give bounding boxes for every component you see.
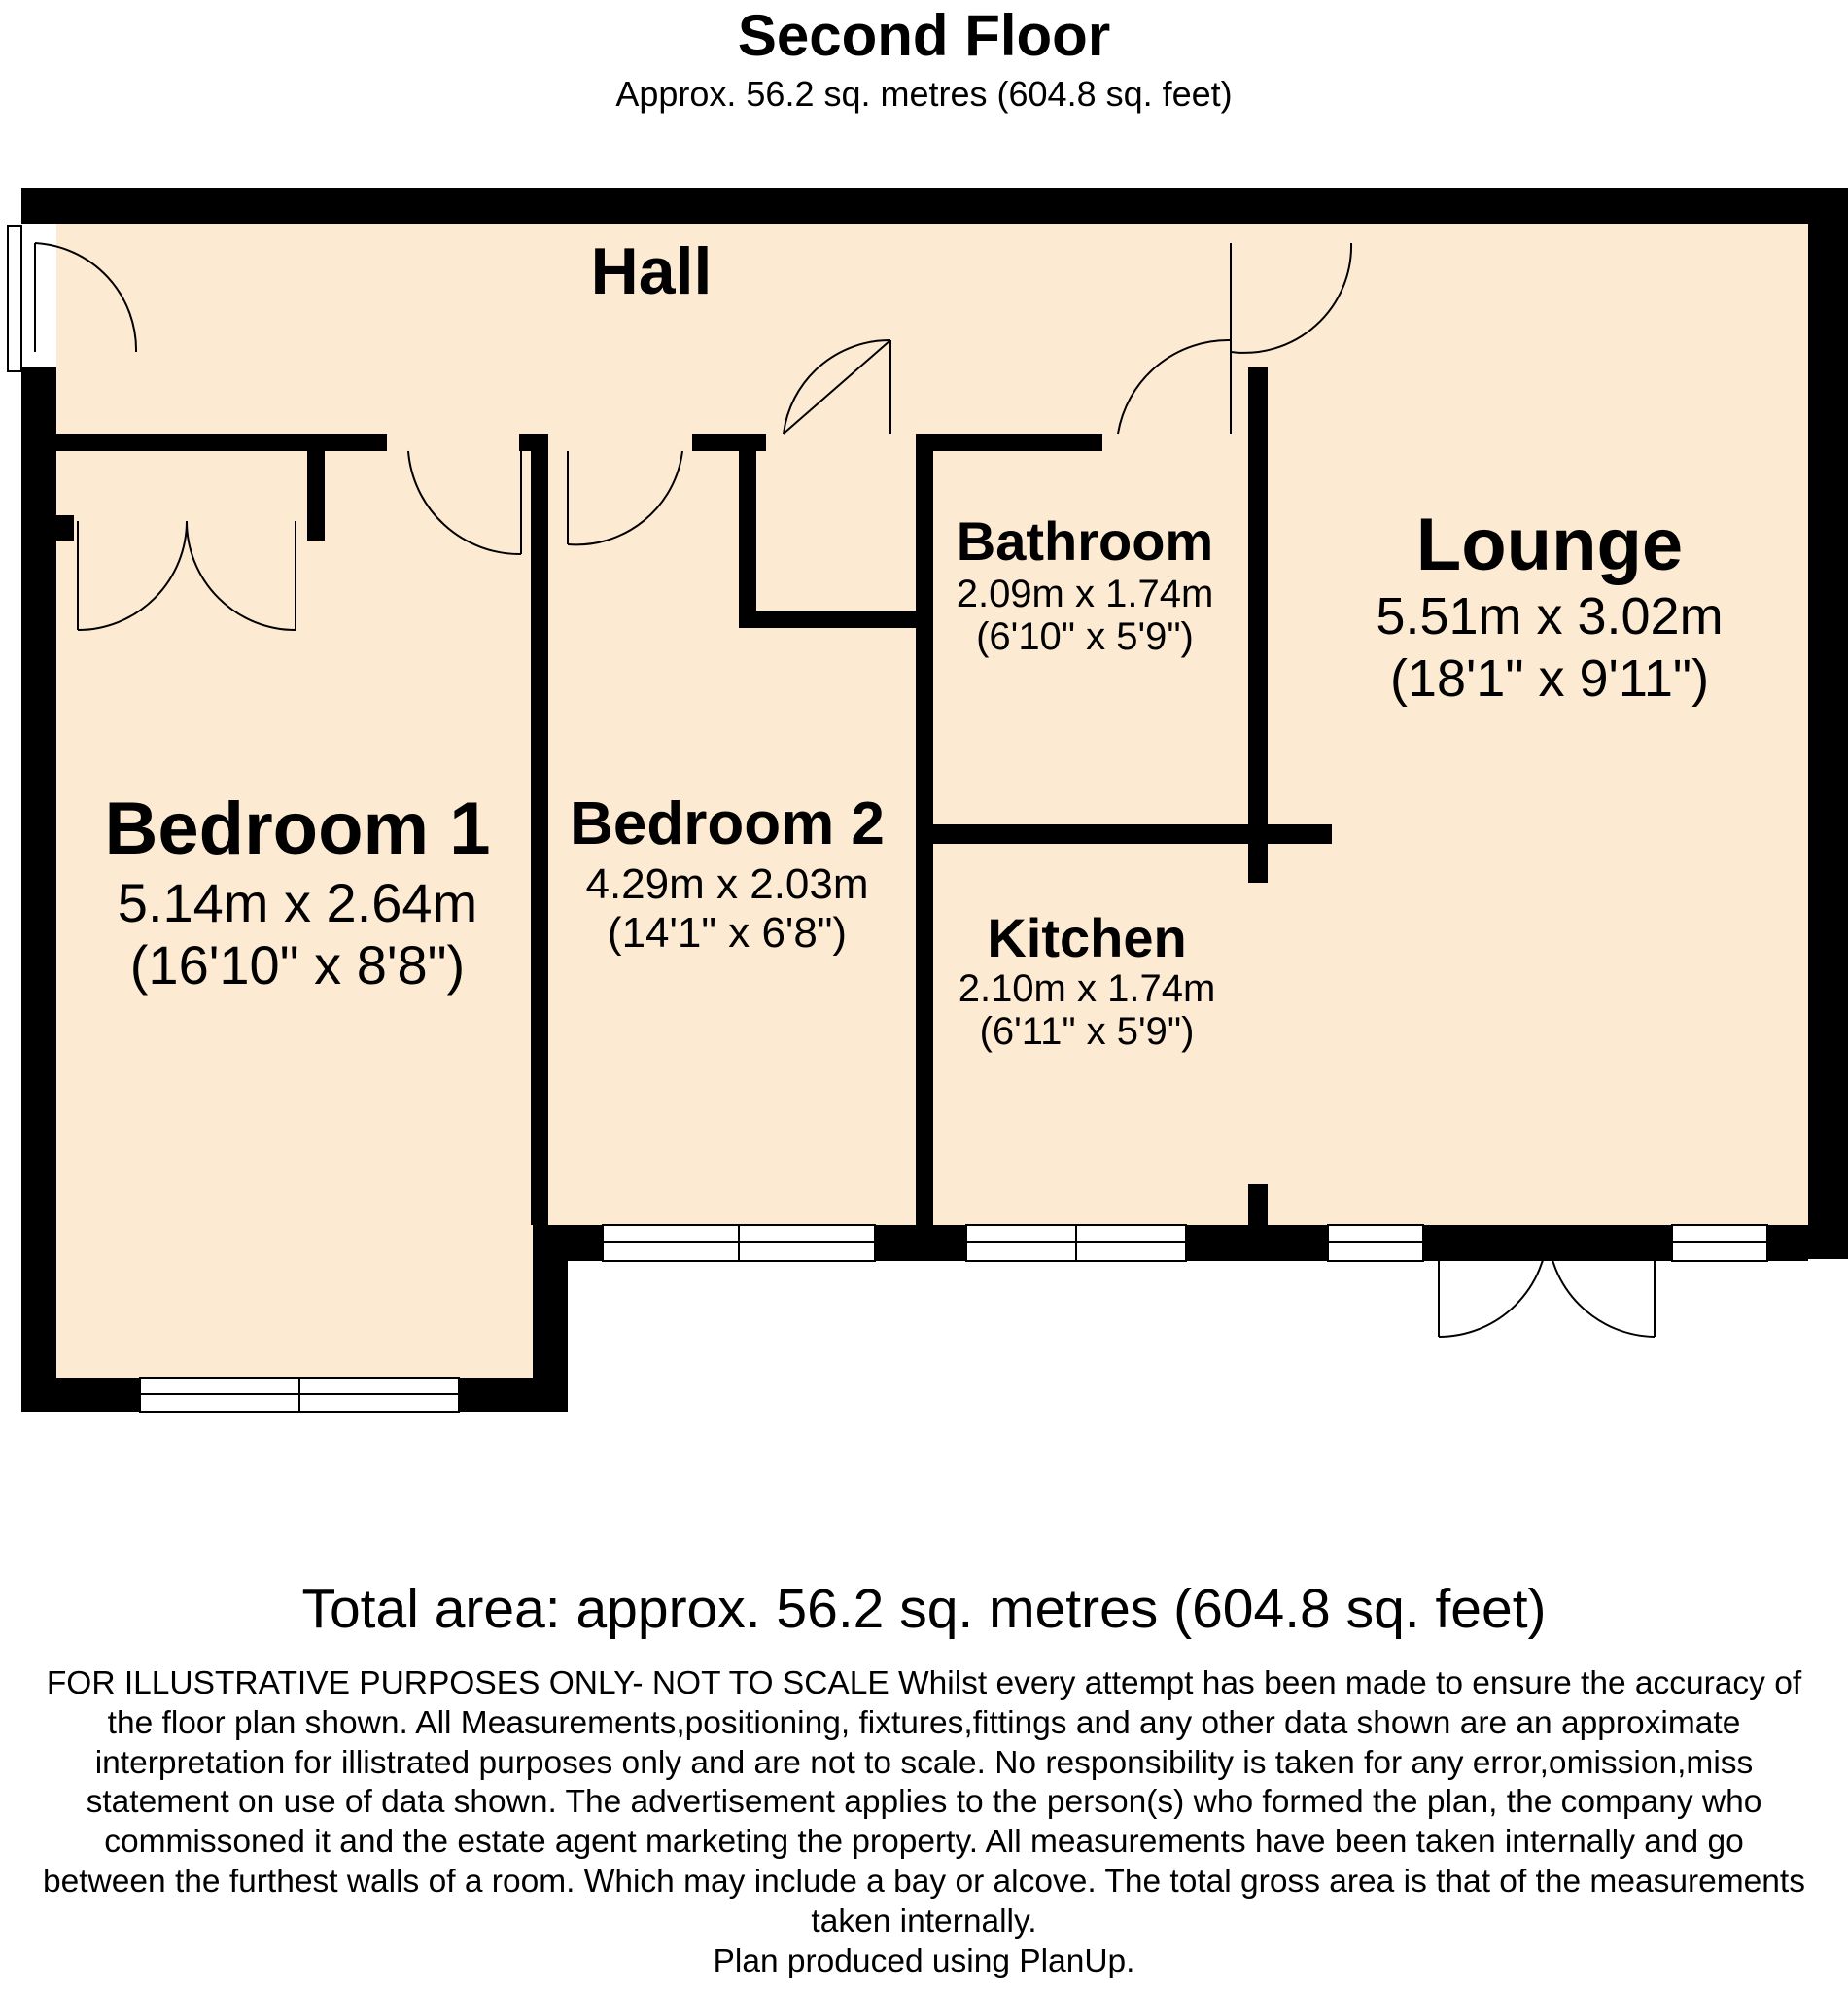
lounge-metric: 5.51m x 3.02m: [1376, 587, 1724, 646]
bathroom-imperial: (6'10" x 5'9"): [976, 615, 1194, 658]
bathroom-name: Bathroom: [956, 510, 1214, 572]
bedroom2-imperial: (14'1" x 6'8"): [607, 909, 848, 957]
lounge-imperial: (18'1" x 9'11"): [1389, 649, 1710, 708]
bedroom1-name: Bedroom 1: [104, 787, 491, 870]
kitchen-imperial: (6'11" x 5'9"): [979, 1010, 1195, 1053]
bedroom1-imperial: (16'10" x 8'8"): [129, 934, 466, 996]
total-area: Total area: approx. 56.2 sq. metres (604.8 sq. feet): [301, 1578, 1547, 1640]
bathroom-metric: 2.09m x 1.74m: [956, 573, 1214, 615]
bedroom1-metric: 5.14m x 2.64m: [117, 872, 478, 933]
plan-title: Second Floor: [737, 3, 1111, 68]
disclaimer-text: FOR ILLUSTRATIVE PURPOSES ONLY- NOT TO SCALE Whilst every attempt has been made to ensure the accuracy of the floor plan shown. All Measurements,positioning, fixtures,fittings and any other data shown are an approximate interpretation for illistrated purposes only and are not to scale. No responsibility is taken for any error,omission,miss statement on use of data shown. The advertisement applies to the person(s) who formed the plan, the company who commissoned it and the estate agent marketing the property. All measurements have been taken internally and go between the furthest walls of a room. Which may include a bay or alcove. The total gross area is that of the measurements taken internally.: [42, 1665, 1805, 1939]
plan-subtitle: Approx. 56.2 sq. metres (604.8 sq. feet): [615, 74, 1233, 114]
bedroom2-name: Bedroom 2: [570, 790, 885, 857]
plan-credit: Plan produced using PlanUp.: [713, 1942, 1135, 1979]
bedroom2-metric: 4.29m x 2.03m: [585, 860, 869, 908]
lounge-name: Lounge: [1415, 504, 1684, 586]
hall-label: Hall: [590, 234, 713, 308]
kitchen-metric: 2.10m x 1.74m: [958, 967, 1216, 1010]
kitchen-name: Kitchen: [987, 907, 1187, 968]
disclaimer: [39, 1664, 1809, 1981]
